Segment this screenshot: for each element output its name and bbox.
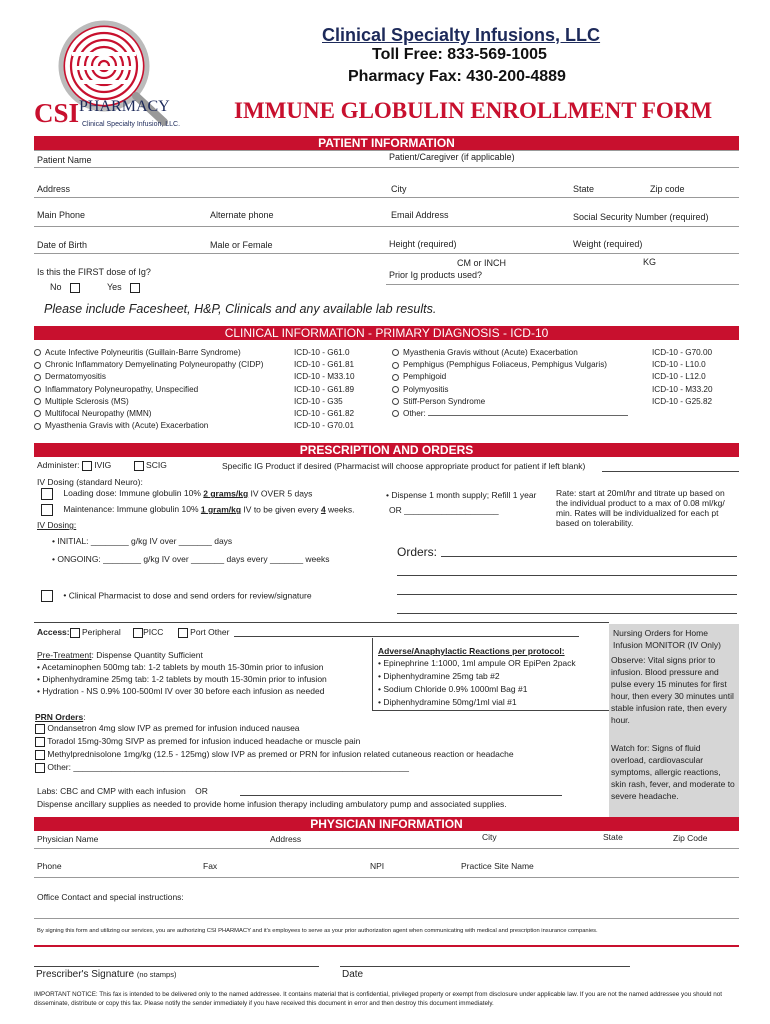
orders-line[interactable] [397, 613, 737, 614]
initial-row[interactable]: • INITIAL: ________ g/kg IV over _______ days [52, 536, 233, 546]
nursing-observe: Observe: Vital signs prior to infusion. Blood pressure and pulse every 15 minutes for first hour, then every 30 minutes until stable infusion rate, then every hour. [611, 655, 734, 725]
nursing-title: Nursing Orders for Home Infusion MONITOR (IV Only) [613, 628, 722, 650]
height-label: Height (required) [389, 239, 457, 249]
yes-checkbox[interactable] [130, 283, 140, 293]
physician-phone-label: Phone [37, 861, 62, 871]
maintenance-row [41, 504, 355, 516]
port-checkbox[interactable] [178, 628, 188, 638]
picc-checkbox[interactable] [133, 628, 143, 638]
icd-code: ICD-10 - G61.89 [294, 384, 355, 394]
adverse-item: • Diphenhydramine 50mg/1ml vial #1 [378, 697, 517, 707]
form-title: IMMUNE GLOBULIN ENROLLMENT FORM [234, 98, 713, 123]
office-contact-label: Office Contact and special instructions: [37, 892, 184, 902]
orders-line[interactable] [397, 575, 737, 576]
dx-item[interactable]: Multiple Sclerosis (MS) [34, 396, 263, 408]
clinical-pharm-text: Clinical Pharmacist to dose and send orders for review/signature [68, 590, 312, 601]
radio-icon[interactable] [392, 362, 399, 369]
peripheral-label: Peripheral [81, 627, 121, 637]
clinical-pharm-row: • Clinical Pharmacist to dose and send orders for review/signature [41, 590, 312, 602]
important-notice: IMPORTANT NOTICE: This fax is intended to be delivered only to the named addressee. It contains material that is confidential, privileged property or exempt from disclosure under applicable law. If you are not the named addressee you should not disseminate, distribute or copy this fax. Please notify the sender immediately if you have received this document in error and then destroy this document immediately. [34, 991, 723, 1007]
icd-code: ICD-10 - M33.10 [294, 372, 355, 382]
ssn-label: Social Security Number (required) [573, 212, 709, 222]
logo-csi: CSI [34, 98, 80, 128]
sex-label: Male or Female [210, 240, 273, 250]
left-diagnosis-list [34, 347, 263, 432]
right-code-list [652, 347, 713, 408]
radio-icon[interactable] [392, 349, 399, 356]
icd-code: ICD-10 - G35 [294, 396, 343, 406]
rate-text: Rate: start at 20ml/hr and titrate up based on the individual product to a max of 0.08 ml/kg/ min. Rates will be individualized for each pt based on tolerability. [556, 488, 725, 528]
caregiver-label: Patient/Caregiver (if applicable) [389, 152, 515, 162]
iv-dosing-neuro-label: IV Dosing (standard Neuro): [37, 477, 143, 487]
left-code-list [294, 347, 355, 432]
prn-item: Ondansetron 4mg slow IVP as premed for infusion induced nausea [35, 723, 300, 734]
nursing-watch: Watch for: Signs of fluid overload, cardiovascular symptoms, allergic reactions, skin rash, fever, and moderate to severe headache. [611, 743, 735, 801]
access-row [37, 627, 229, 638]
scig-checkbox[interactable] [134, 461, 144, 471]
physician-fax-label: Fax [203, 861, 218, 871]
pharmacy-fax: Pharmacy Fax: 430-200-4889 [348, 68, 566, 85]
picc-label: PICC [143, 627, 164, 637]
dx-item[interactable]: Myasthenia Gravis without (Acute) Exacerbation [392, 347, 628, 359]
prn-item: Methylprednisolone 1mg/kg (12.5 - 125mg) slow IVP as premed or PRN for infusion related cutaneous reaction or headache [35, 749, 514, 760]
date-line[interactable] [340, 966, 630, 967]
logo-sub: Clinical Specialty Infusion, LLC. [82, 121, 181, 128]
date-label: Date [342, 969, 364, 980]
clinical-pharm-checkbox[interactable] [41, 590, 53, 602]
dispense-text: • Dispense 1 month supply; Refill 1 year [386, 490, 537, 500]
patient-section-header: PATIENT INFORMATION [34, 136, 739, 150]
maintenance-amount: 1 gram/kg [200, 504, 242, 515]
logo-pharmacy: PHARMACY [79, 98, 170, 115]
adverse-item: • Sodium Chloride 0.9% 1000ml Bag #1 [378, 684, 528, 694]
cm-inch-label: CM or INCH [457, 258, 506, 268]
prn-checkbox[interactable] [35, 737, 45, 747]
consent-text: By signing this form and utilizing our services, you are authorizing CSI PHARMACY and it's employees to serve as your prior authorization agent when communicating with medical and prescription insurance companies. [37, 928, 598, 934]
access-label: Access: [37, 627, 70, 637]
first-dose-question: Is this the FIRST dose of Ig? [37, 267, 151, 277]
dx-item[interactable]: Other: [392, 408, 628, 420]
ivig-checkbox[interactable] [82, 461, 92, 471]
physician-city-label: City [482, 832, 497, 842]
labs-line[interactable] [240, 795, 562, 796]
adverse-title: Adverse/Anaphylactic Reactions per protocol: [378, 646, 565, 656]
prn-item: Other: _______________________________________________________________________ [35, 762, 409, 773]
clinical-section-header: CLINICAL INFORMATION - PRIMARY DIAGNOSIS - ICD-10 [34, 326, 739, 340]
other-dx-line[interactable] [428, 415, 628, 416]
practice-site-label: Practice Site Name [461, 861, 534, 871]
pretreat-item: • Diphenhydramine 25mg tab: 1-2 tablets by mouth 15-30min prior to infusion [37, 674, 327, 684]
signature-label: Prescriber's Signature (no stamps) [36, 969, 177, 980]
dx-item[interactable]: Myasthenia Gravis with (Acute) Exacerbation [34, 420, 263, 432]
ongoing-text: ONGOING: ________ g/kg IV over _______ days every _______ weeks [57, 554, 330, 564]
loading-dose-checkbox[interactable] [41, 488, 53, 500]
maintenance-weeks: 4 [320, 504, 326, 515]
dx-item[interactable]: Inflammatory Polyneuropathy, Unspecified [34, 384, 263, 396]
icd-code: ICD-10 - L12.0 [652, 372, 706, 382]
toll-free: Toll Free: 833-569-1005 [372, 46, 547, 63]
physician-npi-label: NPI [370, 861, 385, 871]
maintenance-mid: IV to be given every [243, 504, 319, 515]
radio-icon[interactable] [34, 386, 41, 393]
icd-code: ICD-10 - G25.82 [652, 396, 713, 406]
adverse-item: • Epinephrine 1:1000, 1ml ampule OR EpiPen 2pack [378, 658, 576, 668]
orders-line[interactable] [441, 556, 737, 557]
orders-line[interactable] [397, 594, 737, 595]
email-label: Email Address [391, 210, 449, 220]
prn-title: PRN Orders: [35, 712, 86, 722]
peripheral-checkbox[interactable] [70, 628, 80, 638]
radio-icon[interactable] [392, 386, 399, 393]
radio-icon[interactable] [34, 423, 41, 430]
dx-item[interactable]: Dermatomyositis [34, 371, 263, 383]
adverse-item: • Diphenhydramine 25mg tab #2 [378, 671, 500, 681]
icd-code: ICD-10 - G61.81 [294, 360, 355, 370]
dx-item[interactable]: Pemphigoid [392, 371, 628, 383]
icd-code: ICD-10 - G70.00 [652, 348, 713, 357]
prn-item: Toradol 15mg-30mg SIVP as premed for infusion induced headache or muscle pain [35, 736, 360, 747]
loading-dose-duration: IV OVER 5 days [250, 488, 313, 499]
icd-code: ICD-10 - M33.20 [652, 384, 713, 394]
ongoing-row[interactable]: • ONGOING: ________ g/kg IV over _______ days every _______ weeks [52, 554, 330, 564]
company-name: Clinical Specialty Infusions, LLC [322, 25, 601, 45]
pretreat-item: • Hydration - NS 0.9% 100-500ml IV over 30 before each infusion as needed [37, 686, 325, 696]
access-other-line[interactable] [234, 636, 579, 637]
other-label: Other [208, 627, 230, 637]
physician-section-header: PHYSICIAN INFORMATION [34, 817, 739, 831]
prn-checkbox[interactable] [35, 724, 45, 734]
maintenance-text: Maintenance: Immune globulin 10% [63, 504, 199, 515]
prn-checkbox[interactable] [35, 750, 45, 760]
radio-icon[interactable] [34, 374, 41, 381]
scig-label: SCIG [146, 460, 167, 470]
patient-zip-label: Zip code [650, 184, 685, 194]
icd-code: ICD-10 - L10.0 [652, 360, 706, 370]
right-diagnosis-list [392, 347, 628, 420]
dx-item[interactable]: Stiff-Person Syndrome [392, 396, 628, 408]
dx-item[interactable]: Multifocal Neuropathy (MMN) [34, 408, 263, 420]
alt-phone-label: Alternate phone [210, 210, 274, 220]
loading-dose-amount: 2 grams/kg [203, 488, 249, 499]
ivig-label: IVIG [94, 460, 112, 470]
specific-ig-label: Specific IG Product if desired (Pharmacist will choose appropriate product for patient if left blank) [222, 461, 586, 471]
no-checkbox[interactable] [70, 283, 80, 293]
dx-item[interactable]: Polymyositis [392, 384, 628, 396]
icd-code: ICD-10 - G61.82 [294, 409, 355, 419]
signature-line[interactable] [34, 966, 319, 967]
patient-state-label: State [573, 184, 595, 194]
kg-label: KG [643, 257, 657, 267]
patient-name-label: Patient Name [37, 155, 92, 165]
weight-label: Weight (required) [573, 239, 643, 249]
no-label: No [50, 282, 62, 292]
maintenance-checkbox[interactable] [41, 504, 53, 516]
initial-text: INITIAL: ________ g/kg IV over _______ days [57, 536, 233, 546]
patient-city-label: City [391, 184, 407, 194]
port-label: Port [190, 627, 206, 637]
loading-dose-row [41, 488, 312, 500]
radio-icon[interactable] [34, 362, 41, 369]
physician-zip-label: Zip Code [673, 833, 708, 843]
first-dose-no[interactable] [50, 282, 80, 293]
pretreat-title: Pre-Treatment: Dispense Quantity Sufficient [37, 650, 203, 660]
administer-row [37, 460, 167, 471]
dispense-ancillary: Dispense ancillary supplies as needed to provide home infusion therapy including ambulatory pump and associated supplies. [37, 799, 507, 809]
maintenance-post: weeks. [328, 504, 355, 515]
labs-text: Labs: CBC and CMP with each infusion OR [37, 786, 208, 796]
dispense-or[interactable]: OR ____________________ [389, 505, 499, 515]
first-dose-yes[interactable] [107, 282, 140, 293]
administer-label: Administer: [37, 460, 80, 470]
icd-code: ICD-10 - G61.0 [294, 348, 350, 357]
pretreat-item: • Acetaminophen 500mg tab: 1-2 tablets by mouth 15-30min prior to infusion [37, 662, 324, 672]
prior-products-label: Prior Ig products used? [389, 270, 483, 280]
radio-icon[interactable] [392, 410, 399, 417]
physician-state-label: State [603, 832, 623, 842]
rx-section-header: PRESCRIPTION AND ORDERS [34, 443, 739, 457]
icd-code: ICD-10 - G70.01 [294, 421, 355, 431]
dx-item[interactable]: Chronic Inflammatory Demyelinating Polyneuropathy (CIDP) [34, 359, 263, 371]
main-phone-label: Main Phone [37, 210, 86, 220]
physician-address-label: Address [270, 834, 302, 844]
dob-label: Date of Birth [37, 240, 88, 250]
yes-label: Yes [107, 282, 122, 292]
dx-item[interactable]: Acute Infective Polyneuritis (Guillain-Barre Syndrome) [34, 347, 263, 359]
radio-icon[interactable] [34, 349, 41, 356]
iv-dosing-label: IV Dosing: [37, 520, 77, 530]
radio-icon[interactable] [34, 410, 41, 417]
dx-item[interactable]: Pemphigus (Pemphigus Foliaceus, Pemphigus Vulgaris) [392, 359, 628, 371]
prn-checkbox[interactable] [35, 763, 45, 773]
patient-address-label: Address [37, 184, 71, 194]
include-note: Please include Facesheet, H&P, Clinicals and any available lab results. [44, 302, 437, 316]
physician-name-label: Physician Name [37, 834, 99, 844]
radio-icon[interactable] [392, 398, 399, 405]
radio-icon[interactable] [34, 398, 41, 405]
specific-ig-line[interactable] [602, 471, 739, 472]
orders-label: Orders: [397, 545, 438, 559]
radio-icon[interactable] [392, 374, 399, 381]
loading-dose-text: Loading dose: Immune globulin 10% [63, 488, 201, 499]
